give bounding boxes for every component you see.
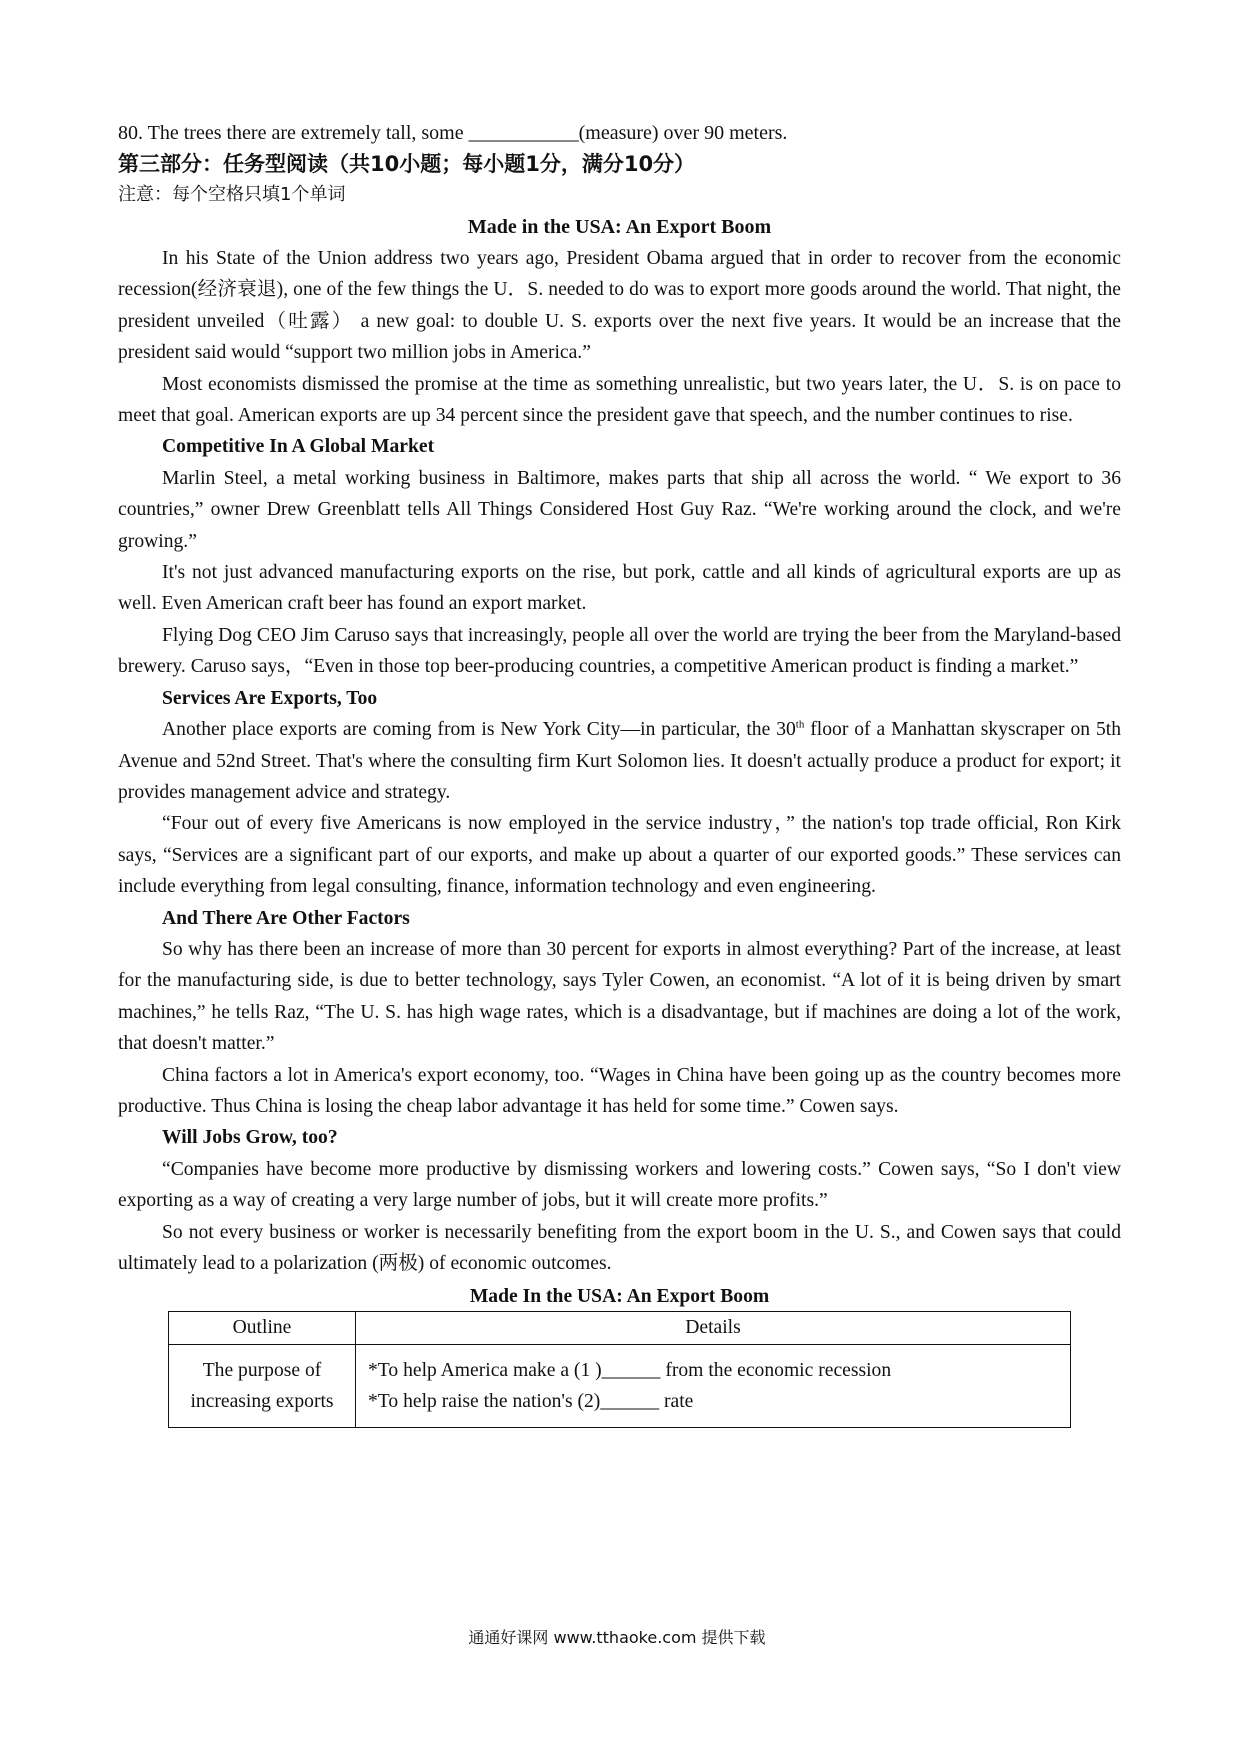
instruction-note: 注意：每个空格只填1个单词 bbox=[118, 184, 346, 205]
paragraph-5: Flying Dog CEO Jim Caruso says that increasingly, people all over the world are trying the beer from the Maryland-based brewery. Caruso says，“Even in those top beer-producing countries, a competitive American product is finding a market.” bbox=[118, 624, 1121, 678]
paragraph-6-part-b: floor of a Manhattan skyscraper on 5th Avenue and 52nd Street. That's where the consulting firm Kurt Solomon lies. It doesn't actually produce a product for export; it provides management advice and strategy. bbox=[118, 719, 1121, 803]
paragraph-11: So not every business or worker is necessarily benefiting from the export boom in the U. S., and Cowen says that could ultimately lead to a polarization (两极) of economic outcomes. bbox=[118, 1221, 1121, 1274]
subheading-competitive: Competitive In A Global Market bbox=[162, 436, 435, 458]
paragraph-4: It's not just advanced manufacturing exports on the rise, but pork, cattle and all kinds of agricultural exports are up as well. Even American craft beer has found an export market. bbox=[118, 562, 1121, 615]
outline-line-1: The purpose of bbox=[202, 1360, 322, 1382]
question-80: 80. The trees there are extremely tall, some ___________(measure) over 90 meters. bbox=[118, 122, 788, 144]
paragraph-10: “Companies have become more productive by dismissing workers and lowering costs.” Cowen says, “So I don't view exporting as a way of creating a very large number of jobs, but it will create more profits.” bbox=[118, 1158, 1121, 1212]
header-outline: Outline bbox=[169, 1312, 356, 1345]
paragraph-6 bbox=[118, 714, 1121, 808]
paragraph-3: Marlin Steel, a metal working business in Baltimore, makes parts that ship all across the world. “ We export to 36 countries,” owner Drew Greenblatt tells All Things Considered Host Guy Raz. “We're working around the clock, and we're growing.” bbox=[118, 467, 1121, 552]
article-title: Made in the USA: An Export Boom bbox=[467, 216, 772, 238]
paragraph-6-part-a: Another place exports are coming from is New York City—in particular, the 30 bbox=[162, 719, 796, 741]
ordinal-suffix: th bbox=[795, 718, 805, 731]
paragraph-8: So why has there been an increase of more than 30 percent for exports in almost everything? Part of the increase, at least for the manufacturing side, is due to better technology, says Tyler Cowen, an economist. “A lot of it is being driven by smart machines,” he tells Raz, “The U. S. has high wage rates, which is a disadvantage, but if machines are doing a lot of the work, that doesn't matter.” bbox=[118, 938, 1121, 1055]
subheading-jobs: Will Jobs Grow, too? bbox=[162, 1127, 338, 1149]
document-page bbox=[118, 118, 1121, 1428]
table-title: Made In the USA: An Export Boom bbox=[469, 1286, 770, 1308]
outline-cell bbox=[169, 1345, 356, 1428]
subheading-services: Services Are Exports, Too bbox=[162, 687, 378, 709]
table-row bbox=[169, 1345, 1071, 1428]
paragraph-7: “Four out of every five Americans is now employed in the service industry，” the nation's top trade official, Ron Kirk says, “Services are a significant part of our exports, and make up about a quarter of our exported goods.” These services can include everything from legal consulting, finance, information technology and even engineering. bbox=[118, 813, 1121, 898]
section-heading: 第三部分：任务型阅读（共10小题；每小题1分，满分10分） bbox=[118, 152, 696, 176]
details-cell bbox=[356, 1345, 1071, 1428]
page-footer: 通通好课网 www.tthaoke.com 提供下载 bbox=[468, 1628, 766, 1647]
detail-line-2: *To help raise the nation's (2)______ rate bbox=[368, 1391, 694, 1413]
table-header-row bbox=[169, 1312, 1071, 1345]
detail-line-1: *To help America make a (1 )______ from the economic recession bbox=[368, 1360, 892, 1382]
paragraph-2: Most economists dismissed the promise at the time as something unrealistic, but two years later, the U．S. is on pace to meet that goal. American exports are up 34 percent since the president gave that speech, and the number continues to rise. bbox=[118, 373, 1121, 427]
header-details: Details bbox=[356, 1312, 1071, 1345]
outline-table bbox=[168, 1311, 1071, 1428]
paragraph-1: In his State of the Union address two years ago, President Obama argued that in order to recover from the economic recession(经济衰退), one of the few things the U．S. needed to do was to export more goods around the world. That night, the president unveiled（吐露） a new goal: to double U. S. exports over the next five years. It would be an increase that the president said would “support two million jobs in America.” bbox=[118, 248, 1121, 364]
paragraph-9: China factors a lot in America's export economy, too. “Wages in China have been going up as the country becomes more productive. Thus China is losing the cheap labor advantage it has held for some time.” Cowen says. bbox=[118, 1064, 1121, 1117]
outline-line-2: increasing exports bbox=[190, 1391, 334, 1413]
subheading-other-factors: And There Are Other Factors bbox=[162, 907, 410, 929]
